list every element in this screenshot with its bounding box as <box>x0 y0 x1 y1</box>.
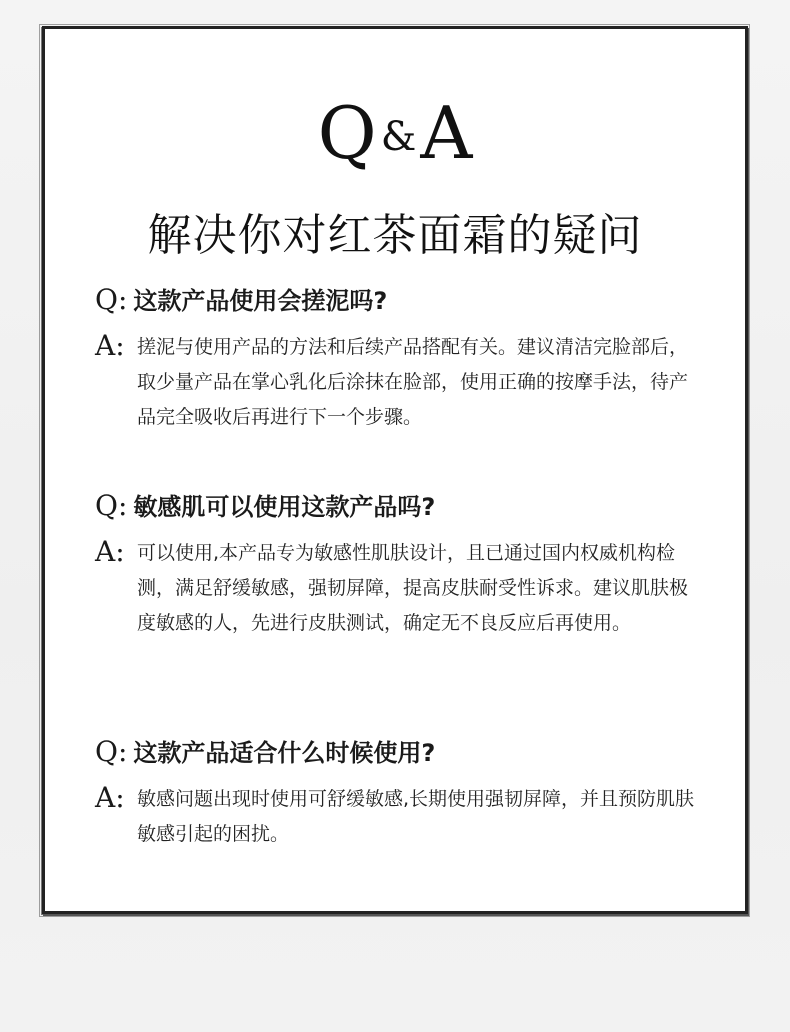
answer-mark-label: A: <box>95 535 125 568</box>
qa-item <box>95 281 710 435</box>
answer-text: 敏感问题出现时使用可舒缓敏感,长期使用强韧屏障，并且预防肌肤敏感引起的困扰。 <box>137 788 695 845</box>
answer-mark-label: A: <box>95 329 125 362</box>
answer-text: 搓泥与使用产品的方法和后续产品搭配有关。建议清洁完脸部后，取少量产品在掌心乳化后涂抹在脸部，使用正确的按摩手法，待产品完全吸收后再进行下一个步骤。 <box>137 336 689 428</box>
question-text: 敏感肌可以使用这款产品吗? <box>133 493 436 521</box>
question-row <box>95 733 710 768</box>
logo-q: Q <box>317 91 377 175</box>
answer-mark-label: A: <box>95 781 125 814</box>
answer-row <box>95 330 710 435</box>
qa-item <box>95 487 710 641</box>
question-mark-label: Q: <box>95 735 128 768</box>
question-text: 这款产品适合什么时候使用? <box>133 739 436 767</box>
answer-row <box>95 782 710 852</box>
page-title: 解决你对红茶面霜的疑问 <box>147 210 643 261</box>
answer-text: 可以使用,本产品专为敏感性肌肤设计，且已通过国内权威机构检测，满足舒缓敏感，强韧屏障，提高皮肤耐受性诉求。建议肌肤极度敏感的人，先进行皮肤测试，确定无不良反应后再使用。 <box>137 542 689 634</box>
question-mark-label: Q: <box>95 489 128 522</box>
qa-card <box>42 26 748 914</box>
logo-ampersand: & <box>380 114 417 160</box>
qa-logo <box>45 91 745 175</box>
answer-row <box>95 536 710 641</box>
qa-item <box>95 733 710 852</box>
question-text: 这款产品使用会搓泥吗? <box>133 287 388 315</box>
question-row <box>95 487 710 522</box>
logo-a: A <box>420 91 473 175</box>
question-row <box>95 281 710 316</box>
question-mark-label: Q: <box>95 283 128 316</box>
